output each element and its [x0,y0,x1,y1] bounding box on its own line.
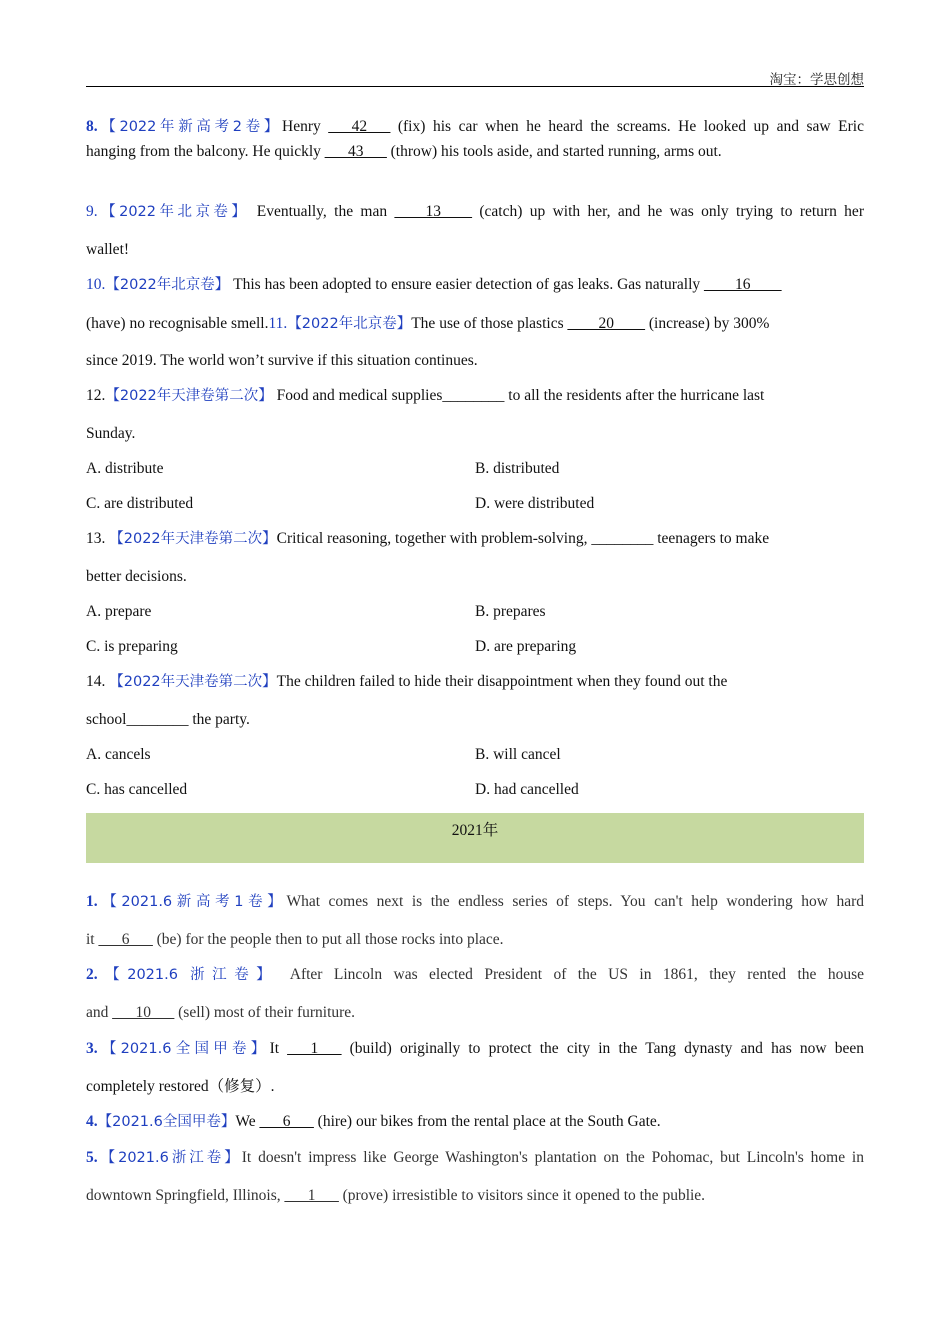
q11-number: 11. [268,315,288,332]
q9-line-2: wallet! [86,241,130,258]
q14-source: 【2022年天津卷第二次】 [109,674,277,690]
s3-line-1: 3.【2021.6全国甲卷】It ___1___ (build) originally to protect the city in the Tang dynasty and has now been [86,1040,864,1057]
s1-blank: ___6___ [98,931,153,948]
q12-option-c: C. are distributed [86,495,194,512]
q9-line-1: 9.【2022年北京卷】 Eventually, the man ____13____ (catch) up with her, and he was only trying to return her [86,203,864,220]
s5-number: 5. [86,1149,98,1166]
q13-source: 【2022年天津卷第二次】 [109,531,277,547]
q9-source: 【2022年北京卷】 [97,204,250,220]
section-title: 2021年 [451,822,499,839]
s3-line-2: completely restored（修复）. [86,1078,275,1095]
s1-number: 1. [86,893,98,910]
q12-line-1: 12.【2022年天津卷第二次】 Food and medical supplies________ to all the residents after the hurricane last [86,387,765,404]
q13-line-2: better decisions. [86,568,187,585]
q10-number: 10. [86,276,106,293]
q14-option-b: B. will cancel [475,746,561,763]
s1-source: 【2021.6新高考1卷】 [97,894,287,910]
q12-option-a: A. distribute [86,460,164,477]
q12-option-b: B. distributed [475,460,560,477]
q14-number: 14. [86,673,110,690]
s1-line-1: 1.【2021.6新高考1卷】What comes next is the endless series of steps. You can't help wondering how hard [86,893,864,910]
q13-line-1: 13. 【2022年天津卷第二次】Critical reasoning, together with problem-solving, ________ teenagers to make [86,530,770,547]
q12-option-d: D. were distributed [475,495,595,512]
s2-number: 2. [86,966,98,983]
q10-line-3: since 2019. The world won’t survive if this situation continues. [86,352,478,369]
q9-blank: ____13____ [394,203,472,220]
q13-options-cd [86,636,864,658]
q14-option-d: D. had cancelled [475,781,579,798]
q12-options-ab [86,458,864,480]
s5-source: 【2021.6浙江卷】 [97,1150,242,1166]
s4-line-1: 4.【2021.6全国甲卷】We ___6___ (hire) our bikes from the rental place at the South Gate. [86,1113,661,1130]
q13-option-b: B. prepares [475,603,546,620]
q8-source: 【2022年新高考2卷】 [97,119,283,135]
s2-line-2: and ___10___ (sell) most of their furniture. [86,1004,356,1021]
q14-line-1: 14. 【2022年天津卷第二次】The children failed to hide their disappointment when they found out the [86,673,728,690]
q8-line-2: hanging from the balcony. He quickly ___43___ (throw) his tools aside, and started running, arms out. [86,143,722,160]
s3-number: 3. [86,1040,98,1057]
s2-source: 【2021.6 浙江卷】 [97,967,279,983]
q13-number: 13. [86,530,110,547]
q10-source: 【2022年北京卷】 [105,277,230,293]
s5-blank: ___1___ [284,1187,339,1204]
header-text: 淘宝：学思创想 [769,72,864,88]
s3-source: 【2021.6全国甲卷】 [97,1041,270,1057]
q10-line-2: (have) no recognisable smell.11.【2022年北京卷】The use of those plastics ____20____ (increase) by 300% [86,315,770,332]
s5-line-2: downtown Springfield, Illinois, ___1___ (prove) irresistible to visitors since it opened to the publie. [86,1187,706,1204]
q13-options-ab [86,601,864,623]
q14-option-a: A. cancels [86,746,151,763]
q13-option-a: A. prepare [86,603,152,620]
s2-blank: ___10___ [112,1004,175,1021]
q12-number: 12. [86,387,106,404]
q11-source: 【2022年北京卷】 [287,316,412,332]
q13-option-c: C. is preparing [86,638,178,655]
s2-line-1: 2.【2021.6 浙江卷】 After Lincoln was elected President of the US in 1861, they rented the house [86,966,864,983]
q11-blank: ____20____ [567,315,645,332]
q9-number: 9. [86,203,98,220]
s5-line-1: 5.【2021.6浙江卷】It doesn't impress like George Washington's plantation on the Pohomac, but Lincoln's home in [86,1149,864,1166]
q12-options-cd [86,493,864,515]
q14-options-cd [86,779,864,801]
q10-blank: ____16____ [704,276,782,293]
section-2021-band [86,813,864,863]
page-header [86,66,864,87]
q13-option-d: D. are preparing [475,638,577,655]
q8-line-1: 8.【2022年新高考2卷】Henry ___42___ (fix) his car when he heard the screams. He looked up and saw Eric [86,118,864,135]
s4-source: 【2021.6全国甲卷】 [97,1114,236,1130]
q8-number: 8. [86,118,98,135]
q10-line-1: 10.【2022年北京卷】 This has been adopted to ensure easier detection of gas leaks. Gas naturally ____16____ [86,276,782,293]
q8-blank-2: ___43___ [324,143,387,160]
q12-source: 【2022年天津卷第二次】 [105,388,273,404]
q14-line-2: school________ the party. [86,711,250,728]
s3-blank: ___1___ [287,1040,342,1057]
s4-number: 4. [86,1113,98,1130]
s1-line-2: it ___6___ (be) for the people then to put all those rocks into place. [86,931,504,948]
q8-blank-1: ___42___ [328,118,391,135]
q14-option-c: C. has cancelled [86,781,188,798]
q14-options-ab [86,744,864,766]
q12-line-2: Sunday. [86,425,136,442]
s4-blank: ___6___ [259,1113,314,1130]
